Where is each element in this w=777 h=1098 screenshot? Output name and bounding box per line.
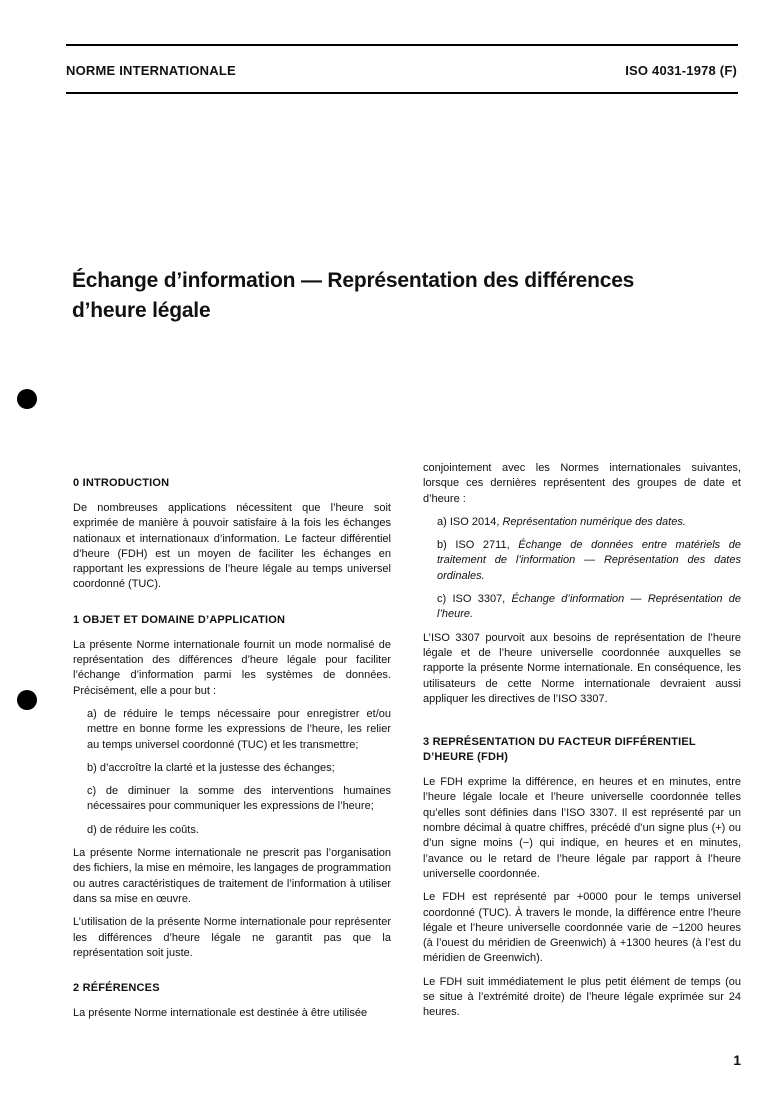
page-number: 1 [733, 1052, 741, 1068]
title-line-1: Échange d’information — Représentation des différences [72, 269, 635, 292]
section-2-paragraph-1-continued: conjointement avec les Normes internationales suivantes, lorsque ces dernières représentent des groupes de date et d’heure : [423, 462, 741, 505]
section-2-heading: 2 RÉFÉRENCES [73, 982, 160, 995]
reference-title: Représentation numérique des dates. [502, 515, 686, 528]
binder-hole-2 [17, 690, 37, 710]
section-3-heading: 3 REPRÉSENTATION DU FACTEUR DIFFÉRENTIEL D’HEURE (FDH) [423, 736, 696, 764]
reference-title: Échange de données entre matériels de traitement de l’information — Représentation des dates ordinales. [437, 539, 742, 582]
section-0-paragraph: De nombreuses applications nécessitent que l’heure soit exprimée de manière à pouvoir satisfaire à la fois les échanges nationaux et internationaux d’information. Le facteur différentiel d’heure (FDH) est un moyen de faciliter les échanges en rapportant les expressions de l’heure légale au temps universel coordonné (TUC). [73, 502, 391, 591]
right-column [423, 461, 741, 1029]
document-title [72, 266, 712, 326]
list-item: a) de réduire le temps nécessaire pour enregistrer et/ou mettre en bonne forme les expressions de l’heure, les relier au temps universel coordonné (TUC) et les transmettre; [87, 707, 391, 751]
list-item: d) de réduire les coûts. [87, 823, 199, 836]
header-standard-type: NORME INTERNATIONALE [66, 63, 236, 78]
top-rule [66, 44, 738, 46]
section-1-paragraph-1: La présente Norme internationale fournit un mode normalisé de représentation des différences d’heure légale pour faciliter l’échange d’information parmi les systèmes de données. Précisément, elle a pour but : [73, 638, 391, 697]
section-2-paragraph-1-start: La présente Norme internationale est destinée à être utilisée [73, 1007, 368, 1020]
binder-hole-1 [17, 389, 37, 409]
reference-item [423, 515, 741, 530]
reference-label: a) ISO 2014, [437, 515, 503, 528]
bottom-rule [66, 92, 738, 94]
section-3-paragraph-3: Le FDH suit immédiatement le plus petit élément de temps (ou se situe à l’extrémité droite) de l’heure légale exprimée sur 24 heures. [423, 975, 741, 1019]
section-2-paragraph-2: L’ISO 3307 pourvoit aux besoins de représentation de l’heure légale et de l’heure universelle coordonnée auxquelles se rapporte la présente Norme internationale. En conséquence, les utilisateurs de cette Norme internationale devraient aussi appliquer les directives de l’ISO 3307. [423, 631, 741, 705]
list-item: b) d’accroître la clarté et la justesse des échanges; [87, 761, 335, 774]
section-1-paragraph-2: La présente Norme internationale ne prescrit pas l’organisation des fichiers, la mise en mémoire, les langages de programmation ou autres caractéristiques de traitement de l’information à utiliser dans sa mise en œuvre. [73, 847, 391, 905]
section-0-heading: 0 INTRODUCTION [73, 477, 170, 489]
left-column [73, 476, 391, 1029]
reference-title: Échange d’information — Représentation de l’heure. [437, 593, 741, 621]
reference-label: b) ISO 2711, [437, 539, 519, 552]
reference-item [423, 592, 741, 623]
reference-label: c) ISO 3307, [437, 593, 512, 606]
section-1-paragraph-3: L’utilisation de la présente Norme internationale pour représenter les différences d’heure légale ne garantit pas que la représentation soit juste. [73, 916, 391, 959]
section-1-heading: 1 OBJET ET DOMAINE D’APPLICATION [73, 613, 286, 626]
header-standard-number: ISO 4031-1978 (F) [625, 63, 737, 78]
list-item: c) de diminuer la somme des interventions humaines nécessaires pour communiquer les expressions de l’heure; [87, 785, 391, 813]
section-3-paragraph-2: Le FDH est représenté par +0000 pour le temps universel coordonné (TUC). À travers le monde, la différence entre l’heure légale et l’heure universelle coordonnée varie de −1200 heures (à l’ouest du méridien de Greenwich) à +1300 heures (à l’est du méridien de Greenwich). [423, 891, 741, 965]
section-3-paragraph-1: Le FDH exprime la différence, en heures et en minutes, entre l’heure légale locale et l’heure universelle coordonnée telles qu’elles sont définies dans l’ISO 3307. Il est représenté par un nombre décimal à quatre chiffres, précédé d’un signe plus (+) ou d’un signe moins (−) qui indique, en heures et en minutes, l’avance ou le retard de l’heure légale par rapport à l’heure universelle coordonnée. [423, 776, 741, 880]
title-line-2: d’heure légale [72, 299, 211, 322]
reference-item [423, 538, 741, 584]
